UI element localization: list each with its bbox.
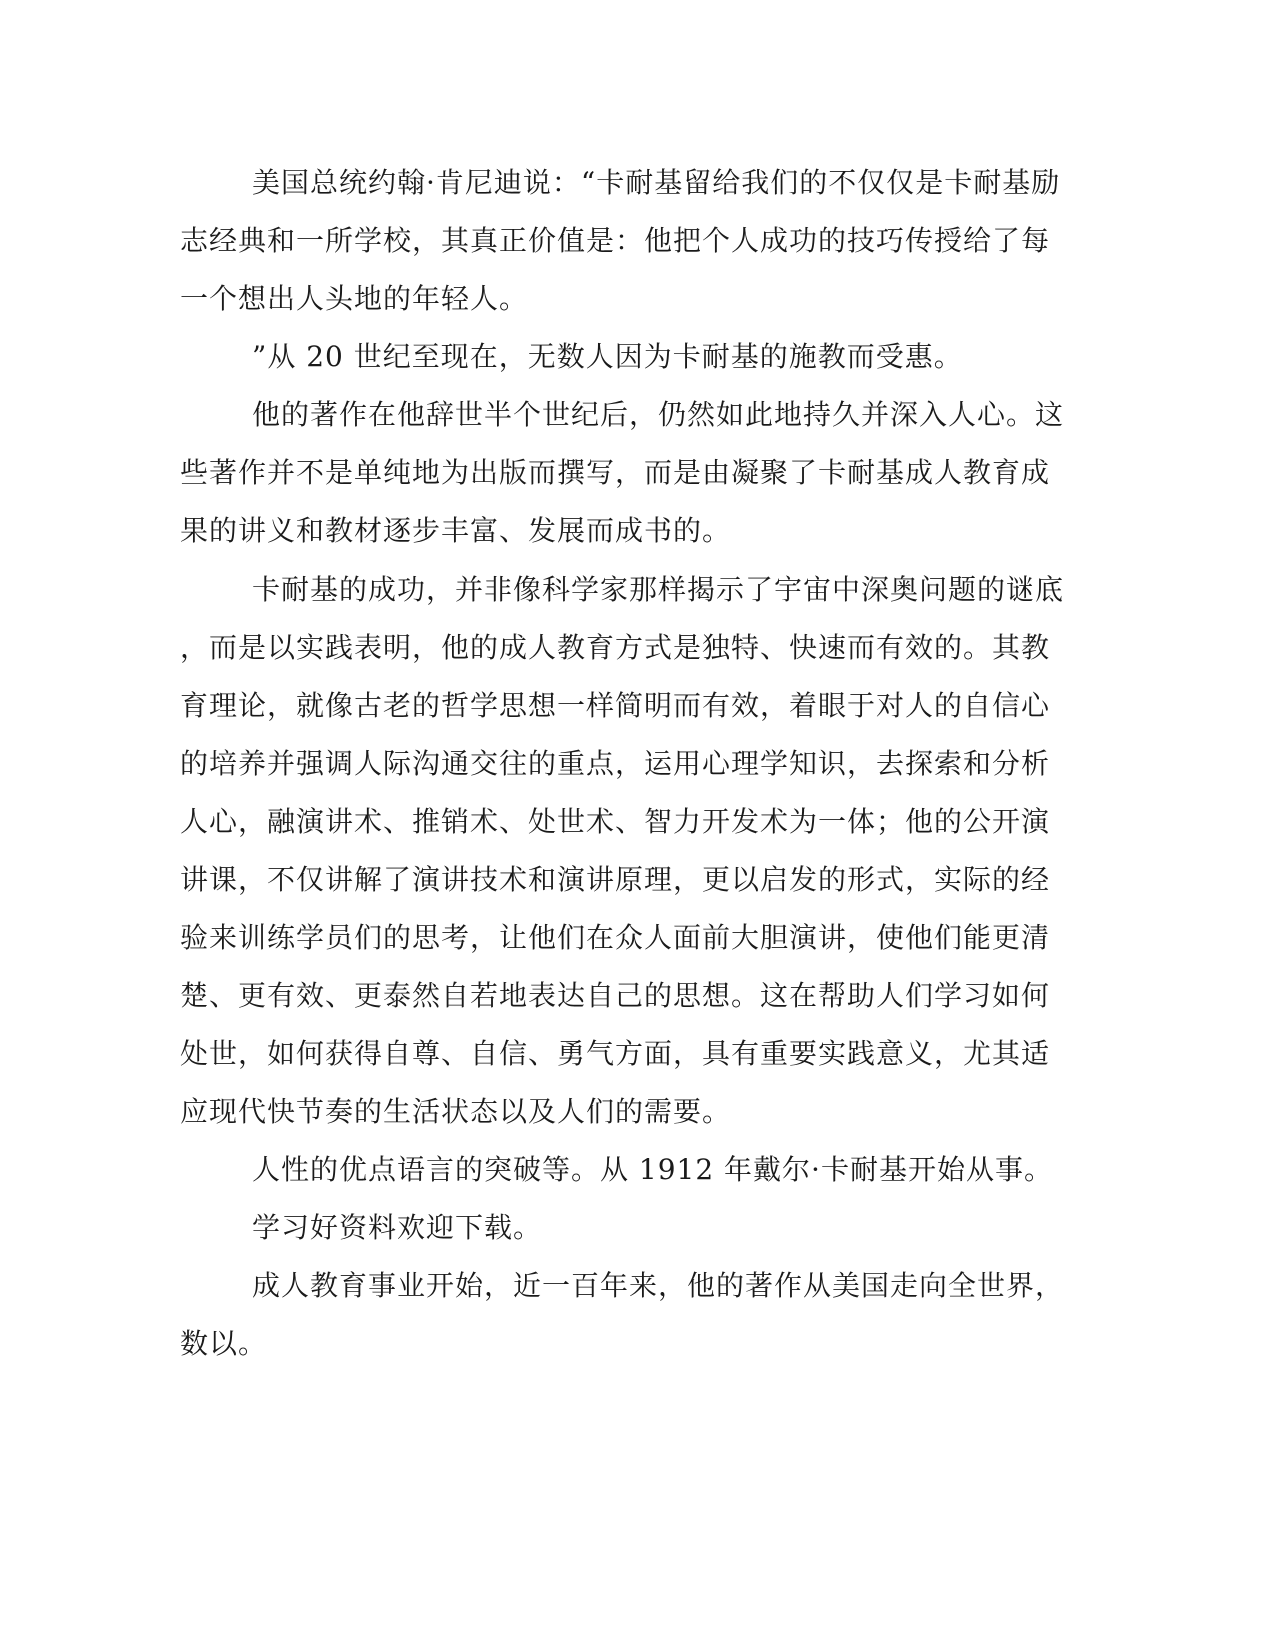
text-line: 的培养并强调人际沟通交往的重点，运用心理学知识，去探索和分析 xyxy=(180,747,1051,780)
text-line: 验来训练学员们的思考，让他们在众人面前大胆演讲，使他们能更清 xyxy=(180,921,1051,954)
text-line: 成人教育事业开始，近一百年来，他的著作从美国走向全世界， xyxy=(252,1269,1065,1302)
text-line: ，而是以实践表明，他的成人教育方式是独特、快速而有效的。其教 xyxy=(180,631,1051,664)
text-line: 志经典和一所学校，其真正价值是：他把个人成功的技巧传授给了每 xyxy=(180,224,1051,257)
text-line: 应现代快节奏的生活状态以及人们的需要。 xyxy=(180,1095,732,1128)
text-line: 果的讲义和教材逐步丰富、发展而成书的。 xyxy=(180,514,732,547)
text-line: ”从 20 世纪至现在，无数人因为卡耐基的施教而受惠。 xyxy=(252,340,963,373)
text-line: 卡耐基的成功，并非像科学家那样揭示了宇宙中深奥问题的谜底 xyxy=(252,573,1065,606)
text-line: 人心，融演讲术、推销术、处世术、智力开发术为一体；他的公开演 xyxy=(180,805,1051,838)
text-line: 些著作并不是单纯地为出版而撰写，而是由凝聚了卡耐基成人教育成 xyxy=(180,456,1051,489)
text-line: 人性的优点语言的突破等。从 1912 年戴尔·卡耐基开始从事。 xyxy=(252,1153,1053,1186)
text-line: 楚、更有效、更泰然自若地表达自己的思想。这在帮助人们学习如何 xyxy=(180,979,1051,1012)
text-line: 他的著作在他辞世半个世纪后，仍然如此地持久并深入人心。这 xyxy=(252,398,1065,431)
text-line: 讲课，不仅讲解了演讲技术和演讲原理，更以启发的形式，实际的经 xyxy=(180,863,1051,896)
text-line: 处世，如何获得自尊、自信、勇气方面，具有重要实践意义，尤其适 xyxy=(180,1037,1051,1070)
text-line: 一个想出人头地的年轻人。 xyxy=(180,282,529,315)
text-line: 数以。 xyxy=(180,1327,268,1360)
text-line: 美国总统约翰·肯尼迪说：“卡耐基留给我们的不仅仅是卡耐基励 xyxy=(252,166,1061,199)
text-line: 学习好资料欢迎下载。 xyxy=(252,1211,543,1244)
text-line: 育理论，就像古老的哲学思想一样简明而有效，着眼于对人的自信心 xyxy=(180,689,1051,722)
